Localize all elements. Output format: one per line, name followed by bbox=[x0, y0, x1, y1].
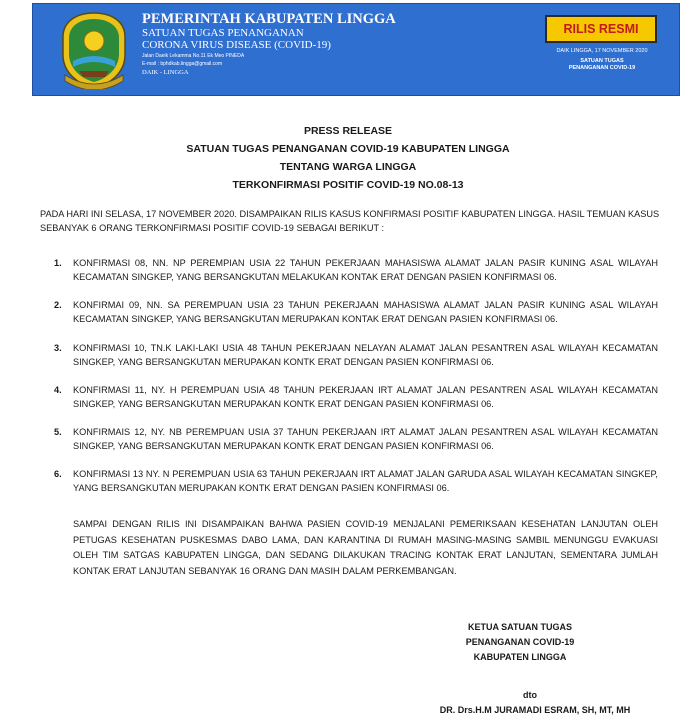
case-item bbox=[40, 425, 658, 453]
case-number: 4. bbox=[54, 384, 62, 395]
case-number: 2. bbox=[54, 300, 62, 311]
badge-org-line2: PENANGANAN COVID-19 bbox=[568, 65, 636, 71]
title-line-1: PRESS RELEASE bbox=[303, 125, 393, 137]
org-email: E-mail : bphdkab.lingga@gmail.com bbox=[142, 61, 223, 67]
org-task-force-subtitle: CORONA VIRUS DISEASE (COVID-19) bbox=[142, 39, 331, 51]
org-location: DAIK - LINGGA bbox=[142, 69, 189, 76]
header-banner bbox=[32, 3, 680, 96]
case-item bbox=[40, 256, 658, 284]
org-address: Jalan Daeik Lekamma No.11 Ek Meo PINEDA bbox=[142, 53, 245, 59]
case-number: 3. bbox=[54, 342, 62, 353]
case-text: KONFIRMAI 09, NN. SA PEREMPUAN USIA 23 TAHUN PEKERJAAN MAHASISWA ALAMAT JALAN PASIR KUNING ASAL WILAYAH KECAMATAN SINGKEP, YANG BERSANGKUTAN MERUPAKAN KONTAK ERAT DENGAN PASIEN KONFIRMASI 06. bbox=[73, 300, 658, 325]
signature-dto: dto bbox=[523, 690, 537, 700]
press-release-title bbox=[0, 122, 696, 194]
organization-block bbox=[142, 11, 396, 77]
case-item bbox=[40, 467, 658, 495]
badge-org-line1: SATUAN TUGAS bbox=[580, 58, 624, 64]
rilis-resmi-badge: RILIS RESMI bbox=[545, 15, 657, 43]
case-text: KONFIRMASI 08, NN. NP PEREMPIAN USIA 22 TAHUN PEKERJAAN MAHASISWA ALAMAT JALAN PASIR KUNING ASAL WILAYAH KECAMATAN SINGKEP, YANG BERSANGKUTAN MELAKUKAN KONTAK ERAT DENGAN PASIEN KONFIRMASI 06. bbox=[73, 258, 658, 282]
badge-organization bbox=[533, 58, 671, 72]
intro-paragraph: PADA HARI INI SELASA, 17 NOVEMBER 2020. DISAMPAIKAN RILIS KASUS KONFIRMASI POSITIF KABUPATEN LINGGA. HASIL TEMUAN KASUS SEBANYAK 6 ORANG TERKONFIRMASI POSITIF COVID-19 SEBAGAI BERIKUT : bbox=[40, 209, 660, 233]
lingga-regency-emblem-icon bbox=[61, 11, 127, 89]
title-line-4: TERKONFIRMASI POSITIF COVID-19 NO.08-13 bbox=[232, 179, 464, 191]
case-number: 5. bbox=[54, 427, 62, 438]
case-list bbox=[40, 256, 658, 510]
signatory-title-line3: KABUPATEN LINGGA bbox=[473, 652, 567, 662]
org-government-name: PEMERINTAH KABUPATEN LINGGA bbox=[142, 11, 396, 27]
case-number: 6. bbox=[54, 469, 62, 480]
case-text: KONFIRMAIS 12, NY. NB PEREMPUAN USIA 37 TAHUN PEKERJAAN IRT ALAMAT JALAN PESANTREN ASAL WILAYAH KECAMATAN SINGKEP, YANG BERSANGKUTAN MERUPAKAN KONTK ERAT DENGAN PASIEN KONFIRMASI 06. bbox=[73, 427, 658, 452]
case-text: KONFIRMASI 10, TN.K LAKI-LAKI USIA 48 TAHUN PEKERJAAN NELAYAN ALAMAT JALAN PESANTREN ASAL WILAYAH KECAMATAN SINGKEP, YANG BERSANGKUTAN MERUPAKAN KONTK ERAT DENGAN PASIEN KONFIRMASI 06. bbox=[73, 342, 658, 367]
title-line-3: TENTANG WARGA LINGGA bbox=[279, 161, 417, 173]
signature-block bbox=[440, 620, 600, 665]
case-number: 1. bbox=[54, 258, 62, 268]
signatory-title-line2: PENANGANAN COVID-19 bbox=[465, 637, 575, 647]
signatory-name: DR. Drs.H.M JURAMADI ESRAM, SH, MT, MH bbox=[439, 705, 631, 715]
badge-date: DAIK LINGGA, 17 NOVEMBER 2020 bbox=[556, 48, 648, 54]
case-item bbox=[40, 383, 658, 411]
case-item bbox=[40, 341, 658, 369]
case-text: KONFIRMASI 11, NY. H PEREMPUAN USIA 48 TAHUN PEKERJAAN IRT ALAMAT JALAN PESANTREN ASAL WILAYAH KECAMATAN SINGKEP, YANG BERSANGKUTAN MERUPAKAN KONTK ERAT DENGAN PASIEN KONFIRMASI 06. bbox=[73, 384, 658, 409]
case-text: KONFIRMASI 13 NY. N PEREMPUAN USIA 63 TAHUN PEKERJAAN IRT ALAMAT JALAN GARUDA ASAL WILAYAH KECAMATAN SINGKEP, YANG BERSANGKUTAN MERUPAKAN KONTK ERAT DENGAN PASIEN KONFIRMASI 06. bbox=[73, 469, 658, 494]
closing-paragraph: SAMPAI DENGAN RILIS INI DISAMPAIKAN BAHWA PASIEN COVID-19 MENJALANI PEMERIKSAAN KESEHATAN LANJUTAN OLEH PETUGAS KESEHATAN PUSKESMAS DABO LAMA, DAN KARANTINA DI RUMAH MASING-MASING SAMBIL MENUNGGU EVAKUASI OLEH TIM SATGAS KABUPATEN LINGGA, DAN SEDANG DILAKUKAN TRACING KONTAK ERAT LANJUTAN, SEMENTARA JUMLAH KONTAK ERAT LANJUTAN SEBANYAK 16 ORANG DAN MASIH DALAM PERKEMBANGAN. bbox=[73, 519, 658, 576]
signatory-title-line1: KETUA SATUAN TUGAS bbox=[468, 622, 572, 632]
case-item bbox=[40, 298, 658, 326]
title-line-2: SATUAN TUGAS PENANGANAN COVID-19 KABUPATEN LINGGA bbox=[186, 143, 510, 155]
org-task-force-name: SATUAN TUGAS PENANGANAN bbox=[142, 27, 304, 39]
